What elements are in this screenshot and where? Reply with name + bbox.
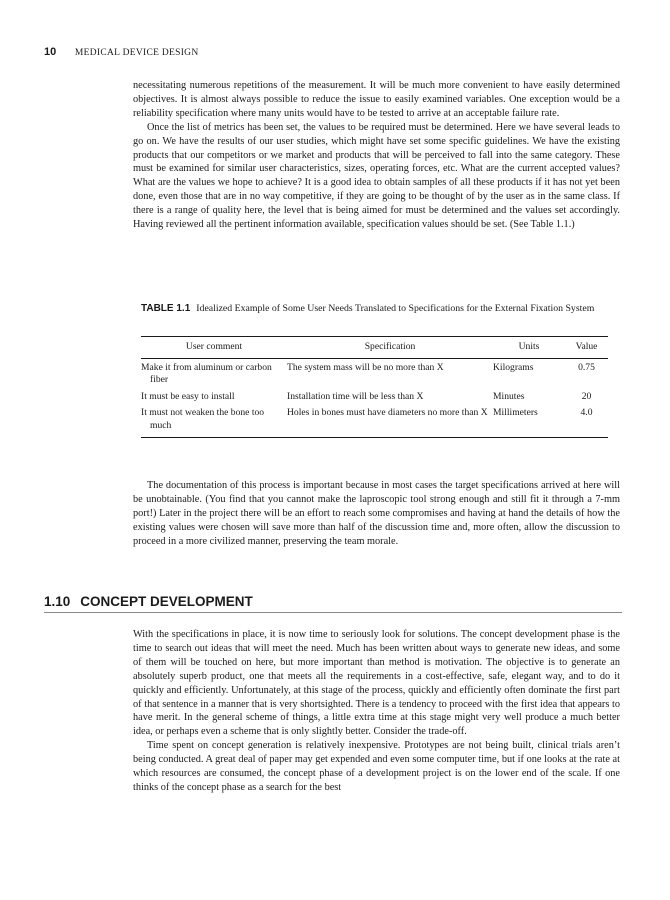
paragraph: Once the list of metrics has been set, the values to be required must be determined. Here we have several leads to go on. We have the results of our user studies, which might have set some specific guidelines. We have the existing products that our competitors or we market and products that will be perceived to fall into the same category. These must be examined for similar user characteristics, sizes, operating forces, etc. What are the current accepted values? What are the values we hope to achieve? It is a good idea to obtain samples of all these products if it has not yet been done, even those that are in no way competitive, if they are going to be thought of by the user as in the same class. If there is a range of quality here, the level that is being aimed for must be determined and the values set accordingly. Having reviewed all the pertinent information available, specification values should be set. (See Table 1.1.) <box>133 121 620 231</box>
cell-text: The system mass will be no more than X <box>287 361 444 373</box>
table-caption-text: Idealized Example of Some User Needs Translated to Specifications for the External Fixation System <box>196 303 595 314</box>
specification-table <box>141 336 608 438</box>
paragraph: Time spent on concept generation is relatively inexpensive. Prototypes are not being built, clinical trials aren’t being conducted. A great deal of paper may get expended and even some computer time, but if one looks at the rate at which resources are consumed, the concept phase of a development project is on the lower end of the scale. If one thinks of the concept phase as a search for the best <box>133 740 620 793</box>
column-header: Specification <box>287 337 493 359</box>
table-row <box>141 387 608 404</box>
table-cell: Kilograms <box>493 361 534 373</box>
column-header: Value <box>565 337 608 359</box>
table-row <box>141 403 608 437</box>
table-cell <box>287 358 493 387</box>
table-cell: 0.75 <box>578 361 595 373</box>
table-cell <box>141 358 287 387</box>
table-row <box>141 358 608 387</box>
text-block-top <box>133 79 620 232</box>
section-number: 1.10 <box>44 594 71 609</box>
cell-text: Holes in bones must have diameters no more than X <box>287 407 488 419</box>
text-block-middle <box>133 479 620 549</box>
table-header-row <box>141 337 608 359</box>
cell-text: Installation time will be less than X <box>287 390 424 402</box>
cell-text: It must not weaken the bone too much <box>141 407 265 431</box>
table-cell <box>287 387 493 404</box>
text-block-bottom <box>133 628 620 795</box>
table-label: TABLE 1.1 <box>141 303 191 314</box>
cell-text: It must be easy to install <box>141 390 235 402</box>
running-head: MEDICAL DEVICE DESIGN <box>74 48 199 58</box>
table-cell <box>141 387 287 404</box>
section-title: CONCEPT DEVELOPMENT <box>80 594 253 609</box>
paragraph: necessitating numerous repetitions of the measurement. It will be much more convenient to have easily determined objectives. It is almost always possible to reduce the issue to easily examined variables. One exception would be a reliability specification where many units would have to be tested to arrive at an acceptable failure rate. <box>133 80 620 119</box>
section-heading <box>44 594 622 613</box>
column-header: User comment <box>141 337 287 359</box>
paragraph: The documentation of this process is important because in most cases the target specifications arrived at here will be unobtainable. (You find that you cannot make the laproscopic tool strong enough and still fit it through a 7-mm port!) Later in the project there will be an effort to reach some compromises and having at hand the details of how the existing values were chosen will save more than half of the discussion time and, more often, allow the discussion to proceed in a more civilized manner, preserving the team morale. <box>133 480 620 547</box>
column-header: Units <box>493 337 565 359</box>
page-number: 10 <box>44 46 57 58</box>
table-cell: 20 <box>581 390 592 402</box>
table-caption <box>141 302 611 315</box>
table-cell: 4.0 <box>580 407 593 419</box>
table-cell: Minutes <box>493 390 525 402</box>
paragraph: With the specifications in place, it is now time to seriously look for solutions. The concept development phase is the time to search out ideas that will meet the need. Much has been written about ways to generate new ideas, and some of them will be touched on here, but more important than method is motivation. The objective is to generate an absolutely superb product, one that meets all the requirements in a cost-effective, safe, elegant way, and to do it quickly and efficiently. Unfortunately, at this stage of the process, quickly and efficiently often dominate the first part of that sentence in a manner that is very shortsighted. There is a tendency to proceed with the first idea that appears to have merit. In the general scheme of things, a little extra time at this stage might very well produce a much better idea, or perhaps even a scheme that is only slightly better. Consider the trade-off. <box>133 629 620 738</box>
cell-text: Make it from aluminum or carbon fiber <box>141 361 272 386</box>
table-cell <box>141 403 287 437</box>
table-cell: Millimeters <box>493 407 538 419</box>
page-header <box>44 46 199 58</box>
table-cell <box>287 403 493 437</box>
